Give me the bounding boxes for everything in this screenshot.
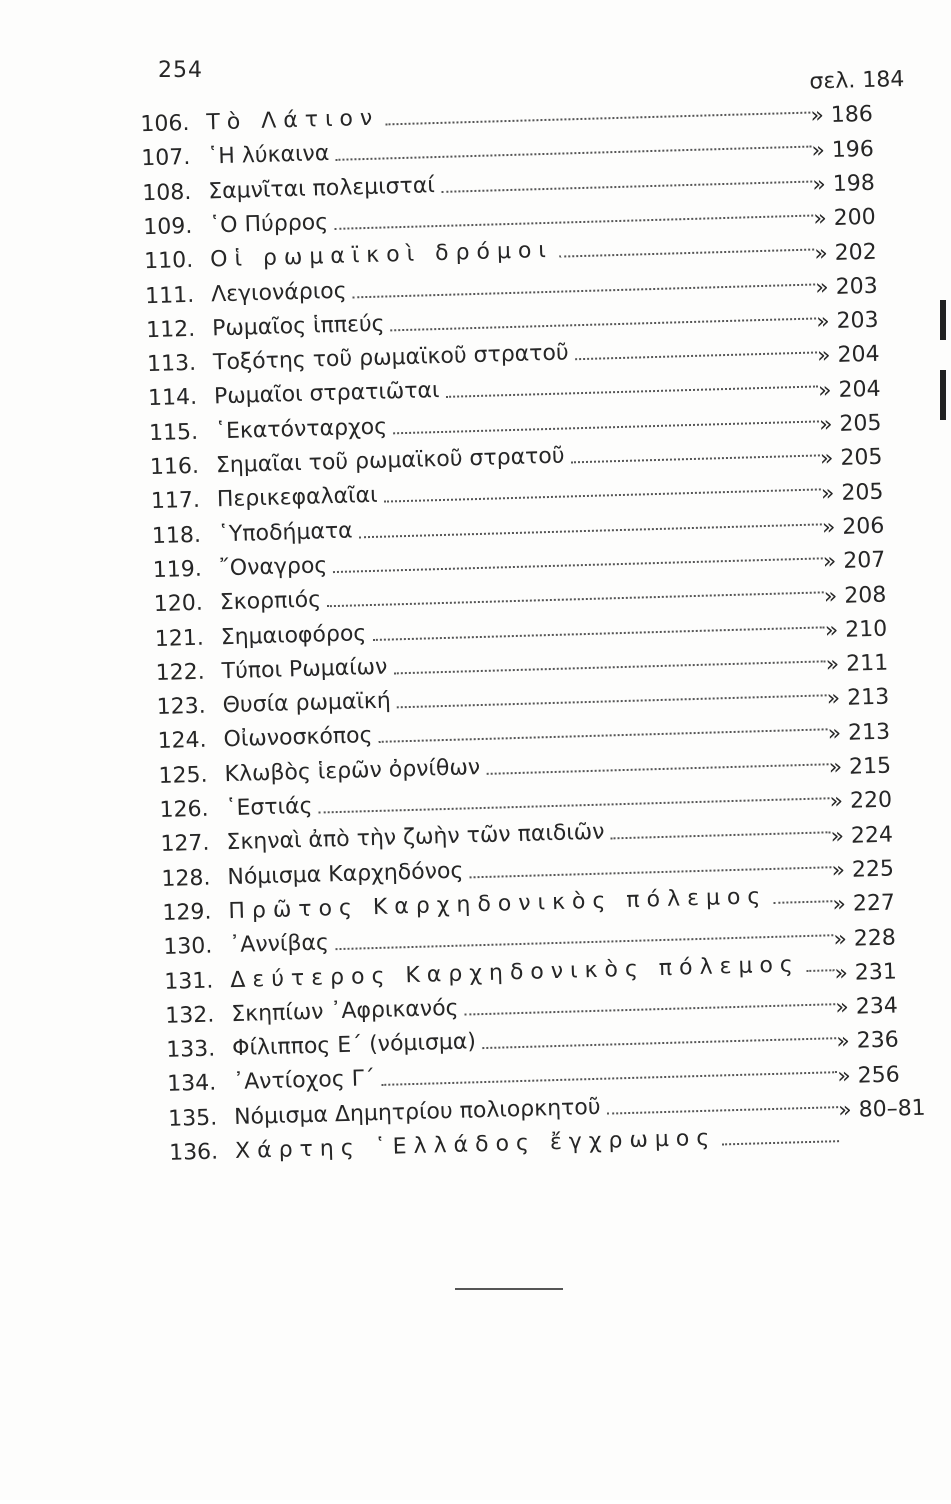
entry-number: 124. (157, 728, 207, 755)
entry-number: 123. (156, 693, 207, 721)
entry-title: Σκηπίων ᾿Αφρικανός (230, 995, 459, 1027)
entry-title: ῾Εκατόνταρχος (214, 414, 388, 444)
entry-number: 113. (146, 350, 197, 378)
entry-page-ref: » 234 (834, 993, 899, 1021)
entry-title: ῾Εστιάς (225, 793, 313, 822)
entry-title: Δεύτερος Καρχηδονικὸς πόλεμος (229, 951, 801, 993)
entry-page-ref: » 204 (817, 376, 881, 404)
entry-number: 107. (141, 145, 191, 172)
entry-page-ref: » 202 (813, 239, 878, 267)
entry-page-ref: » 200 (812, 204, 877, 232)
entry-number: 136. (168, 1139, 219, 1166)
binding-edge-mark (940, 370, 946, 420)
entry-page-ref: » 205 (820, 479, 884, 507)
entry-title: Οἰωνοσκόπος (223, 723, 373, 753)
entry-page-ref: » 204 (816, 342, 880, 369)
entry-number: 125. (158, 762, 208, 789)
entry-title: Περικεφαλαῖαι (216, 483, 378, 513)
dot-leader (607, 1106, 838, 1114)
entry-title: Οἱ ρωμαϊκοὶ δρόμοι (209, 237, 554, 273)
entry-page-ref: » 206 (821, 513, 885, 541)
entry-page-ref: » 208 (823, 582, 887, 609)
entry-title: ῾Ο Πύρρος (208, 209, 329, 239)
entry-title: ῎Οναγρος (218, 553, 328, 582)
entry-number: 129. (162, 899, 212, 926)
entry-number: 117. (150, 488, 201, 515)
entry-page-ref: » 231 (834, 959, 898, 987)
entry-title: Σκηναὶ ἀπὸ τὴν ζωὴν τῶν παιδιῶν (226, 819, 605, 856)
entry-page-ref: » 207 (822, 547, 886, 575)
dot-leader (559, 249, 814, 258)
entry-title: Φίλιππος Ε΄ (νόμισμα) (231, 1029, 477, 1062)
entry-number: 114. (147, 385, 198, 412)
entry-page-ref: » 213 (827, 719, 891, 747)
entry-number: 126. (159, 796, 209, 824)
dot-leader (571, 454, 820, 463)
entry-number: 111. (144, 282, 195, 309)
entry-title: Τὸ Λάτιον (206, 105, 380, 136)
dot-leader (575, 352, 817, 361)
entry-title: ῾Η λύκαινα (206, 141, 330, 170)
entry-title: Σαμνῖται πολεμισταί (207, 172, 436, 204)
entry-number: 122. (155, 659, 206, 686)
entry-title: Πρῶτος Καρχηδονικὸς πόλεμος (228, 883, 768, 925)
entry-number: 127. (160, 830, 210, 858)
entry-page-ref: » 211 (825, 650, 889, 678)
entry-page-ref: » 236 (835, 1027, 900, 1055)
entry-number: 131. (164, 968, 214, 995)
entry-number: 130. (163, 933, 213, 961)
entry-page-ref: » 80–81 (837, 1095, 926, 1124)
entry-title: Ρωμαῖοι στρατιῶται (213, 378, 440, 410)
entry-number: 119. (152, 556, 203, 583)
entry-title: Σημαιοφόρος (220, 620, 367, 650)
entry-page-ref: » 224 (830, 822, 894, 849)
entry-title: Κλωβὸς ἱερῶν ὀρνίθων (224, 754, 481, 787)
entry-title: Νόμισμα Καρχηδόνος (227, 858, 464, 890)
entry-number: 115. (148, 419, 199, 446)
entry-number: 132. (164, 1002, 215, 1029)
entry-title: Λεγιονάριος (210, 278, 347, 307)
entry-number: 133. (165, 1036, 216, 1064)
entry-title: ᾿Αννίβας (229, 930, 330, 959)
entry-number: 120. (153, 590, 204, 618)
entry-number: 106. (140, 110, 190, 138)
entry-title: Σημαῖαι τοῦ ρωμαϊκοῦ στρατοῦ (215, 443, 565, 479)
entry-page-ref: » 215 (828, 753, 892, 781)
entry-title: Τοξότης τοῦ ρωμαϊκοῦ στρατοῦ (212, 340, 570, 376)
entry-page-ref: » 203 (814, 273, 879, 301)
entry-page-ref: » 228 (833, 925, 897, 952)
entry-page-ref: » 186 (810, 102, 874, 129)
end-rule (455, 1288, 563, 1290)
entry-page-ref: » 225 (831, 856, 895, 884)
entry-page-ref: » 210 (824, 616, 888, 644)
entry-number: 112. (145, 316, 196, 343)
entry-title: Θυσία ρωμαϊκή (222, 688, 392, 719)
entry-page-ref: » 203 (815, 307, 879, 335)
entry-page-ref: » 205 (818, 410, 882, 438)
entry-title: Ρωμαῖος ἱππεύς (211, 311, 385, 342)
entry-page-ref: » 205 (819, 444, 883, 472)
entry-number: 110. (143, 248, 194, 275)
entry-number: 121. (154, 625, 205, 652)
dot-leader (806, 969, 834, 972)
dot-leader (611, 832, 831, 840)
entry-title: Χάρτης ῾Ελλάδος ἔγχρωμος (234, 1125, 717, 1165)
entry-number: 118. (151, 522, 202, 549)
entry-number: 109. (142, 213, 193, 241)
entry-title: ῾Υποδήματα (217, 518, 353, 547)
dot-leader (773, 900, 832, 904)
entry-title: ᾿Αντίοχος Γ΄ (232, 1066, 376, 1096)
entry-number: 134. (166, 1070, 217, 1098)
dot-leader (722, 1140, 839, 1145)
binding-edge-mark (940, 300, 946, 340)
entry-number: 128. (161, 865, 211, 892)
entry-number: 108. (141, 179, 192, 206)
entry-number: 116. (149, 453, 200, 481)
entry-page-ref: » 256 (836, 1062, 901, 1089)
entry-page-ref: » 196 (811, 136, 875, 164)
page-number: 254 (158, 58, 203, 83)
entry-number: 135. (167, 1105, 218, 1132)
entry-title: Νόμισμα Δημητρίου πολιορκητοῦ (233, 1094, 601, 1130)
entry-page-ref: » 198 (812, 170, 876, 198)
entry-title: Σκορπιός (219, 587, 322, 616)
entry-page-ref: » 220 (829, 787, 893, 815)
entry-title: Τύποι Ρωμαίων (221, 654, 388, 685)
entry-page-ref: » 227 (832, 890, 896, 918)
entry-page-ref: » 213 (826, 684, 890, 712)
entry-page-ref: σελ. 184 (809, 66, 905, 95)
